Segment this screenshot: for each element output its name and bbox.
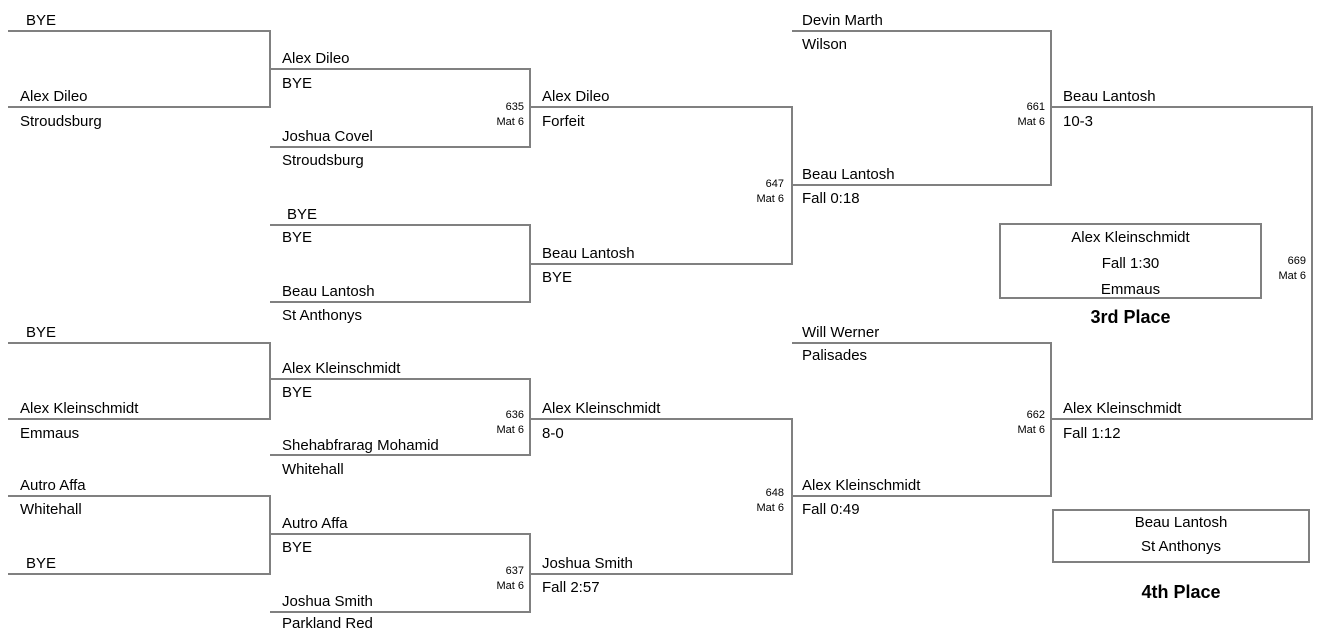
bout-label: 661 Mat 6 — [1017, 101, 1045, 128]
r1-name: BYE — [26, 324, 57, 341]
third-place-name: Alex Kleinschmidt — [1071, 229, 1190, 246]
bout-label: 669 Mat 6 — [1278, 255, 1306, 282]
fourth-place-label: 4th Place — [1141, 582, 1221, 602]
r2-name: Alex Kleinschmidt — [282, 360, 401, 377]
r5-result: 10-3 — [1063, 113, 1094, 130]
r2-team: Stroudsburg — [282, 152, 364, 169]
third-place-label: 3rd Place — [1090, 307, 1171, 327]
r2-team: BYE — [282, 75, 313, 92]
r4-result: Fall 0:49 — [802, 501, 860, 518]
bracket-line — [530, 419, 792, 574]
r2-team: BYE — [282, 539, 313, 556]
r5-result: Fall 1:12 — [1063, 425, 1121, 442]
fourth-place-box — [1052, 509, 1310, 563]
r2-name: Joshua Covel — [282, 128, 373, 145]
r2-team: BYE — [282, 229, 313, 246]
r2-name: BYE — [287, 206, 318, 223]
r4-result: Fall 0:18 — [802, 190, 860, 207]
r1-name: BYE — [26, 555, 57, 572]
r1-team: Stroudsburg — [20, 113, 102, 130]
third-place-result: Fall 1:30 — [1101, 255, 1160, 272]
r3-name: Alex Dileo — [542, 88, 610, 105]
r2-team: St Anthonys — [282, 307, 363, 324]
r4-result: Wilson — [802, 36, 848, 53]
bracket-line — [530, 107, 792, 264]
fourth-place-team: St Anthonys — [1140, 538, 1222, 555]
r2-name: Shehabfrarag Mohamid — [282, 437, 439, 454]
bout-label: 637 Mat 6 — [496, 565, 524, 592]
third-place-box — [999, 223, 1262, 299]
r2-name: Autro Affa — [282, 515, 348, 532]
fourth-place-name: Beau Lantosh — [1134, 514, 1228, 531]
r2-team: Parkland Red — [282, 615, 373, 631]
r2-team: BYE — [282, 384, 313, 401]
r3-result: Fall 2:57 — [542, 579, 600, 596]
r3-result: Forfeit — [542, 113, 585, 130]
third-place-team: Emmaus — [1100, 281, 1161, 298]
r3-result: BYE — [542, 269, 573, 286]
bout-label: 662 Mat 6 — [1017, 409, 1045, 436]
bracket-line — [792, 343, 1051, 496]
r5-name: Alex Kleinschmidt — [1063, 400, 1182, 417]
r4-name: Beau Lantosh — [802, 166, 895, 183]
bout-label: 647 Mat 6 — [756, 178, 784, 205]
r2-team: Whitehall — [282, 461, 344, 478]
r3-name: Joshua Smith — [542, 555, 633, 572]
bout-label: 635 Mat 6 — [496, 101, 524, 128]
r4-result: Palisades — [802, 347, 868, 364]
r4-name: Will Werner — [802, 324, 880, 341]
r1-name: Alex Dileo — [20, 88, 88, 105]
r4-name: Alex Kleinschmidt — [802, 477, 921, 494]
r2-name: Alex Dileo — [282, 50, 350, 67]
bout-label: 648 Mat 6 — [756, 487, 784, 514]
r1-name: BYE — [26, 12, 57, 29]
r1-team: Emmaus — [20, 425, 80, 442]
r5-name: Beau Lantosh — [1063, 88, 1156, 105]
r3-result: 8-0 — [542, 425, 564, 442]
r2-name: Joshua Smith — [282, 593, 373, 610]
bracket-line — [792, 31, 1051, 185]
r3-name: Beau Lantosh — [542, 245, 635, 262]
r1-name: Alex Kleinschmidt — [20, 400, 139, 417]
r4-name: Devin Marth — [802, 12, 883, 29]
r1-name: Autro Affa — [20, 477, 86, 494]
r2-name: Beau Lantosh — [282, 283, 375, 300]
r1-team: Whitehall — [20, 501, 82, 518]
bout-label: 636 Mat 6 — [496, 409, 524, 436]
r3-name: Alex Kleinschmidt — [542, 400, 661, 417]
